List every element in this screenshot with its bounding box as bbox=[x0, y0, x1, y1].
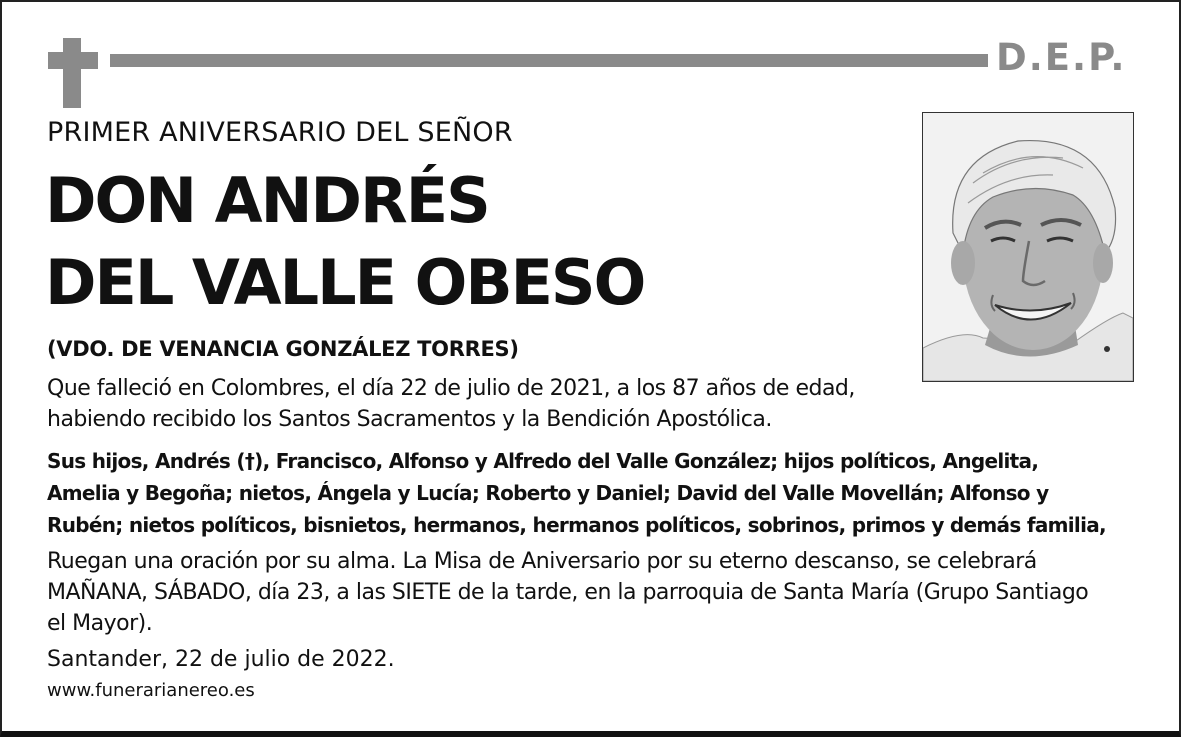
death-notice-line: Que falleció en Colombres, el día 22 de julio de 2021, a los 87 años de edad, bbox=[47, 376, 855, 401]
portrait-illustration bbox=[923, 113, 1133, 381]
deceased-name-line2: DEL VALLE OBESO bbox=[45, 246, 645, 319]
anniversary-heading: PRIMER ANIVERSARIO DEL SEÑOR bbox=[47, 117, 513, 148]
cross-icon-vertical bbox=[63, 38, 81, 108]
header-rule bbox=[110, 54, 988, 67]
death-notice bbox=[47, 373, 855, 435]
cross-icon-horizontal bbox=[48, 52, 98, 69]
widow-of-note: (VDO. DE VENANCIA GONZÁLEZ TORRES) bbox=[47, 337, 519, 361]
mass-notice bbox=[47, 546, 1088, 639]
place-date: Santander, 22 de julio de 2022. bbox=[47, 647, 395, 672]
family-line: Amelia y Begoña; nietos, Ángela y Lucía; Roberto y Daniel; David del Valle Movellán; Alfonso y bbox=[47, 481, 1049, 505]
family-list bbox=[47, 445, 1106, 541]
deceased-portrait-photo bbox=[922, 112, 1134, 382]
family-line: Rubén; nietos políticos, bisnietos, hermanos, hermanos políticos, sobrinos, primos y demás familia, bbox=[47, 513, 1106, 537]
mass-notice-line: Ruegan una oración por su alma. La Misa de Aniversario por su eterno descanso, se celebrará bbox=[47, 549, 1037, 574]
family-line: Sus hijos, Andrés (†), Francisco, Alfonso y Alfredo del Valle González; hijos políticos, Angelita, bbox=[47, 449, 1039, 473]
deceased-name-line1: DON ANDRÉS bbox=[45, 164, 489, 237]
dep-label: D.E.P. bbox=[996, 36, 1127, 79]
website-link[interactable]: www.funerarianereo.es bbox=[47, 680, 255, 701]
death-notice-line: habiendo recibido los Santos Sacramentos y la Bendición Apostólica. bbox=[47, 407, 772, 432]
mass-notice-line: MAÑANA, SÁBADO, día 23, a las SIETE de la tarde, en la parroquia de Santa María (Grupo Santiago bbox=[47, 580, 1089, 605]
mass-notice-line: el Mayor). bbox=[47, 611, 153, 636]
